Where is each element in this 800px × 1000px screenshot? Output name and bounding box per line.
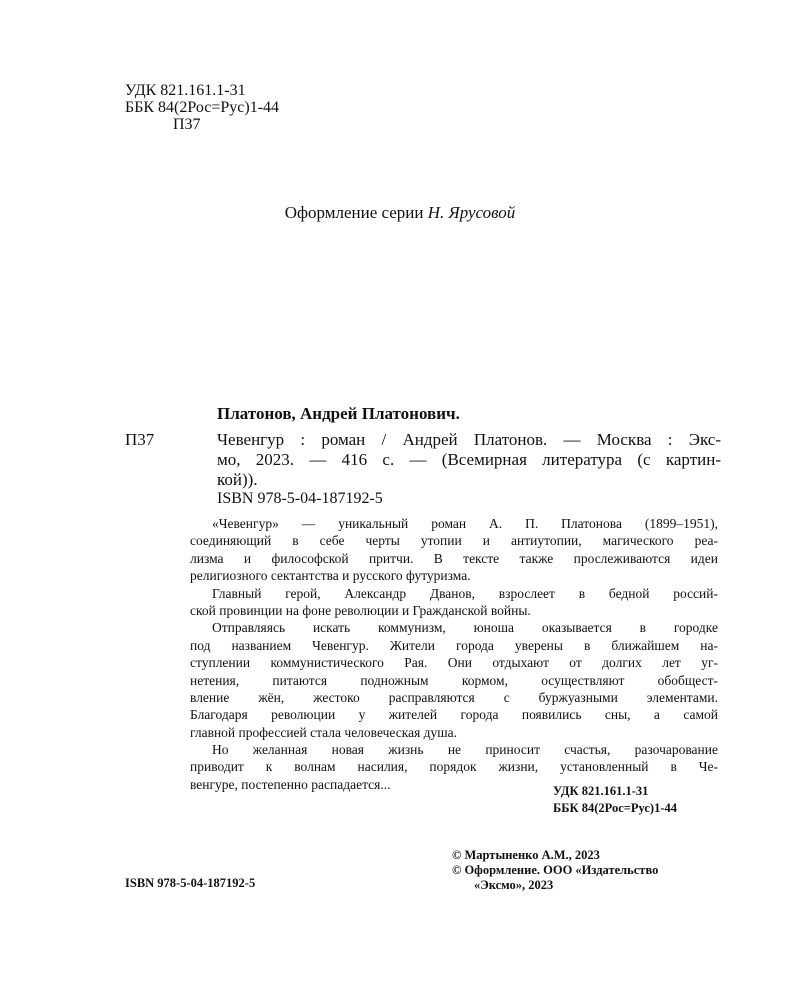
bottom-classification-codes bbox=[553, 783, 677, 817]
series-design-credit bbox=[0, 203, 800, 223]
bottom-bbk-code: ББК 84(2Рос=Рус)1-44 bbox=[553, 801, 677, 815]
annotation-line: нетения, питаются подножным кормом, осуществляют обобщест- bbox=[190, 672, 718, 688]
annotation-line: вление жён, жестоко расправляются с буржуазными элементами. bbox=[190, 689, 718, 705]
description-line: мо, 2023. — 416 с. — (Всемирная литература (с картин- bbox=[217, 450, 721, 469]
annotation-line: «Чевенгур» — уникальный роман А. П. Платонова (1899–1951), bbox=[212, 516, 718, 531]
series-design-label: Оформление серии bbox=[284, 203, 424, 222]
annotation-line: главной профессией стала человеческая душа. bbox=[190, 724, 458, 740]
entry-author-mark: П37 bbox=[125, 430, 155, 449]
annotation bbox=[190, 515, 718, 793]
udk-code: УДК 821.161.1-31 bbox=[125, 82, 246, 99]
copyright-publisher: «Эксмо», 2023 bbox=[474, 878, 554, 892]
annotation-line: лизма и философской притчи. В тексте также прослеживаются идеи bbox=[190, 550, 718, 566]
bottom-isbn: ISBN 978-5-04-187192-5 bbox=[125, 876, 256, 890]
copyright-author: © Мартыненко А.М., 2023 bbox=[452, 848, 600, 862]
annotation-line: ской провинции на фоне революции и Гражданской войны. bbox=[190, 602, 531, 618]
copyright-design: © Оформление. ООО «Издательство bbox=[452, 863, 659, 877]
top-classification-codes bbox=[125, 82, 279, 133]
annotation-line: Благодаря революции у жителей города появились сны, а самой bbox=[190, 707, 718, 723]
series-designer-name: Н. Ярусовой bbox=[427, 203, 516, 222]
author-mark: П37 bbox=[173, 116, 201, 133]
annotation-line: Но желанная новая жизнь не приносит счастья, разочарование bbox=[212, 742, 718, 758]
annotation-line: Отправляясь искать коммунизм, юноша оказывается в городке bbox=[212, 620, 718, 636]
bbk-code: ББК 84(2Рос=Рус)1-44 bbox=[125, 99, 280, 116]
annotation-line: под названием Чевенгур. Жители города уверены в ближайшем на- bbox=[190, 637, 718, 653]
annotation-line: Главный герой, Александр Дванов, взрослеет в бедной россий- bbox=[212, 585, 718, 601]
bibliographic-description bbox=[217, 430, 721, 490]
annotation-line: соединяющий в себе черты утопии и антиутопии, магического реа- bbox=[190, 533, 718, 549]
entry-author: Платонов, Андрей Платонович. bbox=[217, 404, 460, 423]
annotation-line: религиозного сектантства и русского футуризма. bbox=[190, 568, 471, 584]
description-line: кой)). bbox=[217, 470, 258, 489]
annotation-line: венгуре, постепенно распадается... bbox=[190, 776, 391, 792]
annotation-line: приводит к волнам насилия, порядок жизни, установленный в Че- bbox=[190, 759, 718, 775]
entry-isbn: ISBN 978-5-04-187192-5 bbox=[217, 490, 383, 507]
copyright-block bbox=[452, 848, 658, 893]
bottom-udk-code: УДК 821.161.1-31 bbox=[553, 784, 649, 798]
annotation-line: ступлении коммунистического Рая. Они отдыхают от долгих лет уг- bbox=[190, 655, 718, 671]
description-line: Чевенгур : роман / Андрей Платонов. — Москва : Экс- bbox=[217, 430, 721, 449]
